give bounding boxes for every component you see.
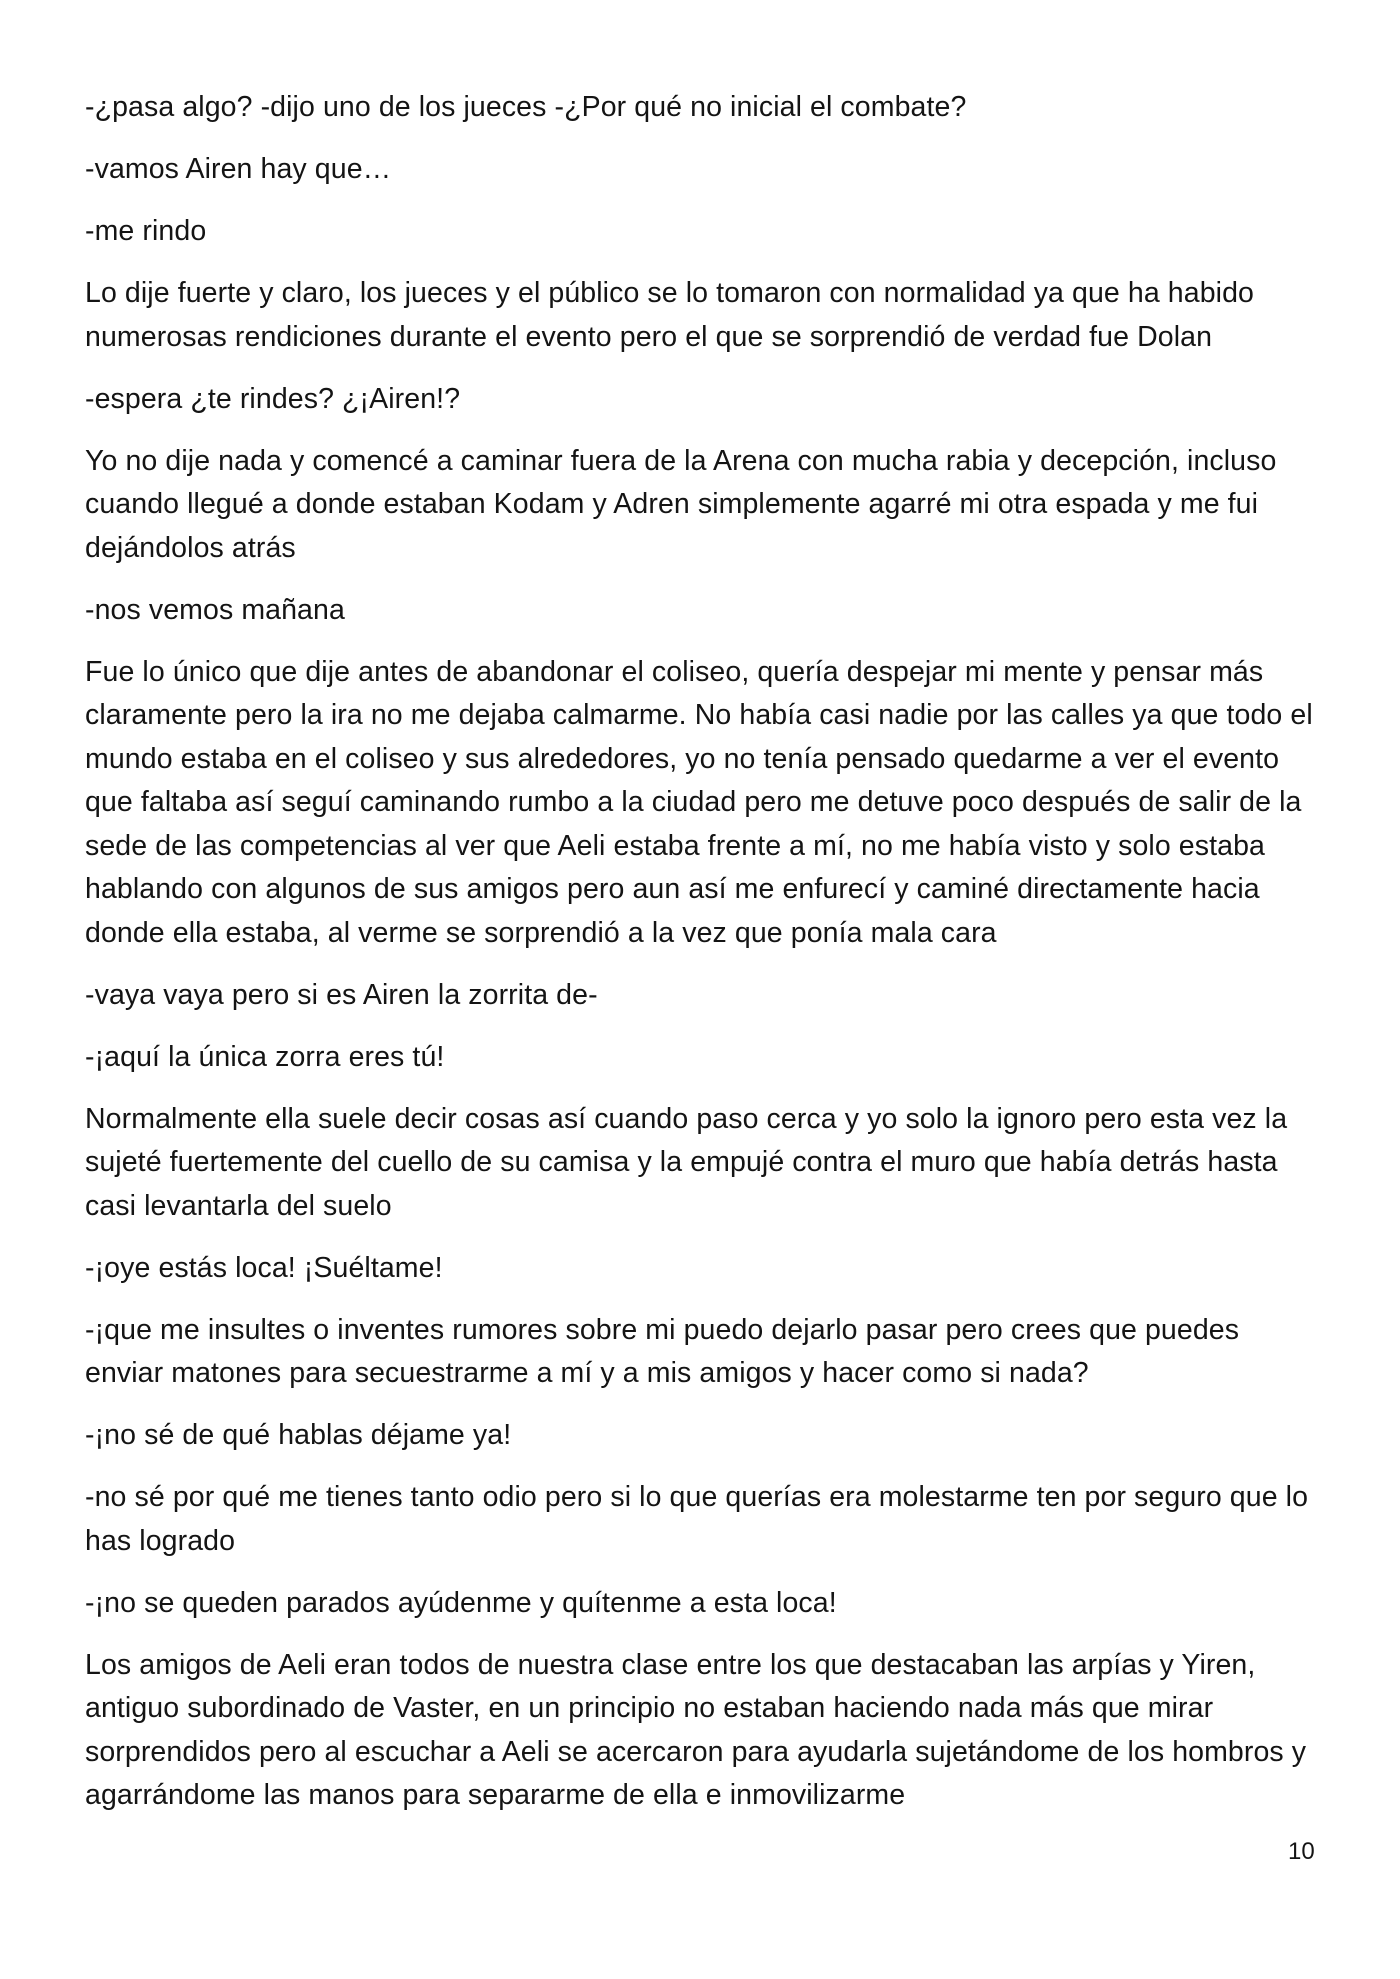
- dialogue-line: -no sé por qué me tienes tanto odio pero si lo que querías era molestarme ten por seguro que lo has logrado: [85, 1481, 1309, 1557]
- dialogue-line: -¡aquí la única zorra eres tú!: [85, 1040, 445, 1073]
- narrative-paragraph: Lo dije fuerte y claro, los jueces y el público se lo tomaron con normalidad ya que ha habido numerosas rendiciones durante el evento pero el que se sorprendió de verdad fue Dolan: [85, 277, 1254, 353]
- page-number: 10: [1288, 1838, 1315, 1865]
- narrative-paragraph: Normalmente ella suele decir cosas así cuando paso cerca y yo solo la ignoro pero esta vez la sujeté fuertemente del cuello de su camisa y la empujé contra el muro que había detrás hasta casi levantarla del suelo: [85, 1102, 1288, 1222]
- dialogue-line: -vaya vaya pero si es Airen la zorrita de-: [85, 978, 598, 1011]
- narrative-paragraph: Yo no dije nada y comencé a caminar fuera de la Arena con mucha rabia y decepción, incluso cuando llegué a donde estaban Kodam y Adren simplemente agarré mi otra espada y me fui dejándolos atrás: [85, 444, 1277, 564]
- dialogue-line: -¡no sé de qué hablas déjame ya!: [85, 1419, 512, 1451]
- dialogue-line: -vamos Airen hay que…: [85, 153, 392, 185]
- narrative-paragraph: Fue lo único que dije antes de abandonar el coliseo, quería despejar mi mente y pensar más claramente pero la ira no me dejaba calmarme. No había casi nadie por las calles ya que todo el mundo estaba en el coliseo y sus alrededores, yo no tenía pensado quedarme a ver el evento que faltaba así seguí caminando rumbo a la ciudad pero me detuve poco después de salir de la sede de las competencias al ver que Aeli estaba frente a mí, no me había visto y solo estaba hablando con algunos de sus amigos pero aun así me enfurecí y caminé directamente hacia donde ella estaba, al verme se sorprendió a la vez que ponía mala cara: [85, 655, 1313, 949]
- dialogue-line: -¡que me insultes o inventes rumores sobre mi puedo dejarlo pasar pero crees que puedes enviar matones para secuestrarme a mí y a mis amigos y hacer como si nada?: [85, 1313, 1240, 1389]
- dialogue-line: -nos vemos mañana: [85, 593, 345, 626]
- narrative-paragraph: Los amigos de Aeli eran todos de nuestra clase entre los que destacaban las arpías y Yiren, antiguo subordinado de Vaster, en un principio no estaban haciendo nada más que mirar sorprendidos pero al escuchar a Aeli se acercaron para ayudarla sujetándome de los hombros y agarrándome las manos para separarme de ella e inmovilizarme: [85, 1648, 1307, 1811]
- dialogue-line: -¿pasa algo? -dijo uno de los jueces -¿Por qué no inicial el combate?: [85, 91, 967, 123]
- dialogue-line: -¡no se queden parados ayúdenme y quítenme a esta loca!: [85, 1586, 837, 1619]
- dialogue-line: -me rindo: [85, 215, 207, 247]
- dialogue-line: -¡oye estás loca! ¡Suéltame!: [85, 1251, 443, 1284]
- page-body: [85, 86, 1325, 1836]
- dialogue-line: -espera ¿te rindes? ¿¡Airen!?: [85, 382, 461, 415]
